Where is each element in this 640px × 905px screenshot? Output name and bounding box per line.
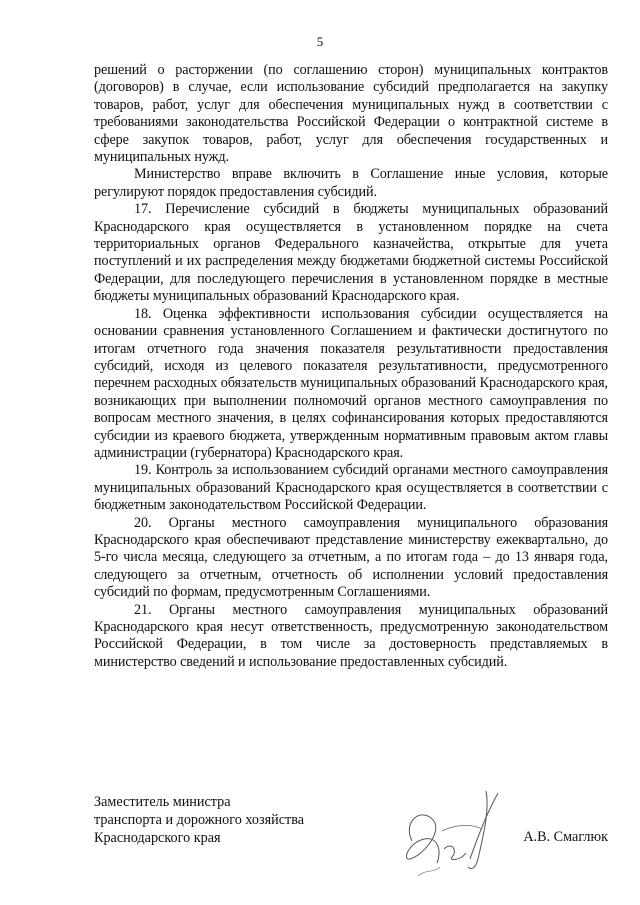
- signer-name: А.В. Смаглюк: [523, 829, 608, 845]
- paragraph-agreement-conditions: Министерство вправе включить в Соглашение иные условия, которые регулируют порядок предоставления субсидий.: [94, 166, 608, 200]
- document-body: [94, 62, 608, 671]
- paragraph-20: 20. Органы местного самоуправления муниципального образования Краснодарского края обеспечивают представление министерству ежеквартально, до 5-го числа месяца, следующего за отчетным, а по итогам года – до 13 января года, следующего за отчетным, отчетность об исполнении условий предоставления субсидий по формам, предусмотренным Соглашениями.: [94, 514, 608, 601]
- paragraph-19: 19. Контроль за использованием субсидий органами местного самоуправления муниципальных образований Краснодарского края осуществляется в соответствии с бюджетным законодательством Российской Федерации.: [94, 462, 608, 514]
- page-number: 5: [316, 34, 324, 49]
- paragraph-17: 17. Перечисление субсидий в бюджеты муниципальных образований Краснодарского края осуществляется в установленном порядке на счета территориальных органов Федерального казначейства, открытые для учета поступлений и их распределения между бюджетами бюджетной системы Российской Федерации, для последующего перечисления в установленном порядке в местные бюджеты муниципальных образований Краснодарского края.: [94, 201, 608, 305]
- signer-position-line-2: транспорта и дорожного хозяйства: [94, 812, 305, 828]
- signature-block: [94, 793, 614, 893]
- handwritten-signature: [382, 781, 522, 891]
- paragraph-18: 18. Оценка эффективности использования субсидии осуществляется на основании сравнения установленного Соглашением и фактически достигнутого по итогам отчетного года значения показателя результативности предоставления субсидий, исходя из целевого показателя результативности, предусмотренного перечнем расходных обязательств муниципальных образований Краснодарского края, возникающих при выполнении полномочий органов местного самоуправления по вопросам местного значения, в целях софинансирования которых предоставляются субсидии из краевого бюджета, утвержденным нормативным правовым актом главы администрации (губернатора) Краснодарского края.: [94, 305, 608, 461]
- paragraph-continuation: решений о расторжении (по соглашению сторон) муниципальных контрактов (договоров) в случае, если использование субсидий предполагается на закупку товаров, работ, услуг для обеспечения муниципальных нужд в соответствии с требованиями законодательства Российской Федерации о контрактной системе в сфере закупок товаров, работ, услуг для обеспечения государственных и муниципальных нужд.: [94, 62, 608, 166]
- signer-position-line-1: Заместитель министра: [94, 794, 231, 810]
- paragraph-21: 21. Органы местного самоуправления муниципальных образований Краснодарского края несут ответственность, предусмотренную законодательством Российской Федерации, в том числе за достоверность представляемых в министерство сведений и использование предоставленных субсидий.: [94, 601, 608, 670]
- signer-position-line-3: Краснодарского края: [94, 830, 221, 846]
